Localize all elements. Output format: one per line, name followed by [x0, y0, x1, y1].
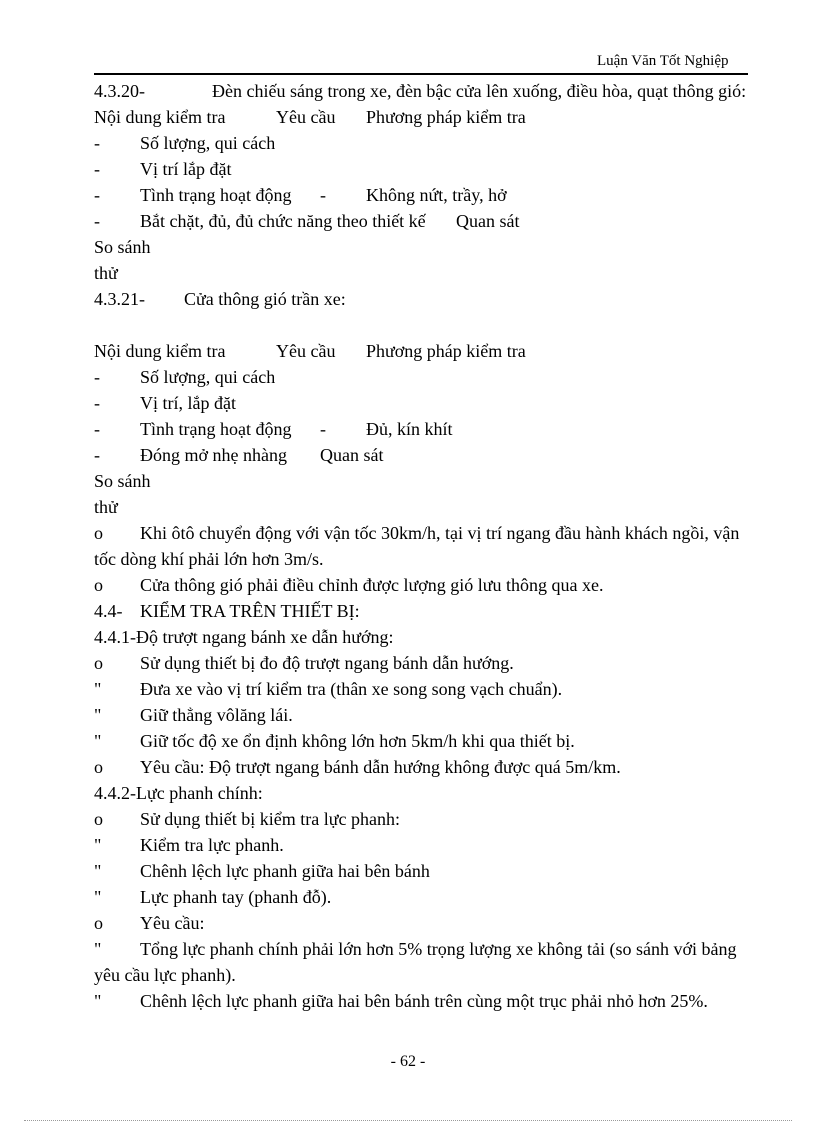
section-title: Đèn chiếu sáng trong xe, đèn bậc cửa lên xuống, điều hòa, quạt thông gió:	[212, 81, 747, 101]
list-item	[94, 208, 764, 234]
list-item	[94, 832, 764, 858]
subsection-heading	[94, 780, 764, 806]
header-rule	[94, 73, 748, 75]
bullet-marker: o	[94, 523, 103, 543]
list-item-text: Lực phanh tay (phanh đỗ).	[140, 887, 332, 907]
requirement-text: Đủ, kín khít	[366, 419, 453, 439]
list-item-text: Yêu cầu: Độ trượt ngang bánh dẫn hướng không được quá 5m/km.	[140, 757, 621, 777]
bullet-marker: "	[94, 731, 102, 751]
method-text: Quan sát	[456, 211, 520, 231]
list-item	[94, 390, 764, 416]
list-item	[94, 728, 764, 754]
document-body	[94, 78, 764, 1014]
list-item-text: Bắt chặt, đủ, đủ chức năng theo thiết kế	[140, 211, 426, 231]
list-item	[94, 182, 764, 208]
list-item	[94, 702, 764, 728]
page-number: - 62 -	[390, 1053, 426, 1070]
method-text: thử	[94, 497, 118, 517]
bullet-marker: "	[94, 705, 102, 725]
list-item-text: Tình trạng hoạt động	[140, 185, 292, 205]
bullet-marker: -	[94, 419, 100, 439]
section-title: KIỂM TRA TRÊN THIẾT BỊ:	[140, 601, 360, 621]
bullet-marker: "	[94, 939, 102, 959]
bullet-marker: -	[94, 445, 100, 465]
bullet-marker: o	[94, 913, 103, 933]
bullet-marker: -	[94, 211, 100, 231]
list-item-text: Vị trí, lắp đặt	[140, 393, 236, 413]
column-header-requirement: Yêu cầu	[276, 341, 336, 361]
section-number: 4.4-	[94, 601, 123, 621]
bullet-marker: -	[94, 133, 100, 153]
list-item	[94, 130, 764, 156]
column-header-content: Nội dung kiểm tra	[94, 107, 226, 127]
list-item	[94, 988, 764, 1014]
bullet-marker: -	[320, 419, 326, 439]
list-item-text: Kiểm tra lực phanh.	[140, 835, 284, 855]
list-item	[94, 676, 764, 702]
list-item	[94, 936, 764, 988]
list-item-text: Tổng lực phanh chính phải lớn hơn 5% trọng lượng xe không tải (so sánh với bảng yêu cầu lực phanh).	[94, 939, 737, 985]
list-item	[94, 442, 764, 468]
column-header-method: Phương pháp kiểm tra	[366, 107, 526, 127]
list-item-text: Chênh lệch lực phanh giữa hai bên bánh	[140, 861, 430, 881]
bullet-marker: "	[94, 835, 102, 855]
bullet-marker: o	[94, 809, 103, 829]
column-header-method: Phương pháp kiểm tra	[366, 341, 526, 361]
bullet-marker: -	[94, 367, 100, 387]
method-text: So sánh	[94, 471, 151, 491]
list-item-text: Giữ tốc độ xe ổn định không lớn hơn 5km/h khi qua thiết bị.	[140, 731, 575, 751]
text-line	[94, 494, 764, 520]
section-number: 4.3.20-	[94, 81, 145, 101]
subsection-title: 4.4.1-Độ trượt ngang bánh xe dẫn hướng:	[94, 627, 394, 647]
subsection-heading	[94, 624, 764, 650]
list-item-text: Tình trạng hoạt động	[140, 419, 292, 439]
text-line	[94, 234, 764, 260]
method-text: So sánh	[94, 237, 151, 257]
method-text: thử	[94, 263, 118, 283]
list-item	[94, 156, 764, 182]
section-number: 4.3.21-	[94, 289, 145, 309]
list-item-text: Số lượng, qui cách	[140, 367, 276, 387]
blank-line	[94, 312, 764, 338]
bullet-marker: o	[94, 757, 103, 777]
bullet-marker: -	[320, 185, 326, 205]
bullet-marker: -	[94, 393, 100, 413]
list-item	[94, 884, 764, 910]
list-item-text: Sử dụng thiết bị đo độ trượt ngang bánh dẫn hướng.	[140, 653, 514, 673]
section-heading-4-4	[94, 598, 764, 624]
column-header-content: Nội dung kiểm tra	[94, 341, 226, 361]
list-item	[94, 572, 764, 598]
bullet-marker: "	[94, 887, 102, 907]
list-item	[94, 650, 764, 676]
list-item-text: Khi ôtô chuyển động với vận tốc 30km/h, tại vị trí ngang đầu hành khách ngồi, vận tốc dòng khí phải lớn hơn 3m/s.	[94, 523, 740, 569]
bullet-marker: o	[94, 575, 103, 595]
bullet-marker: o	[94, 653, 103, 673]
subsection-title: 4.4.2-Lực phanh chính:	[94, 783, 263, 803]
section-title: Cửa thông gió trần xe:	[184, 289, 346, 309]
section-heading-4-3-21	[94, 286, 764, 312]
page-bottom-rule	[24, 1120, 792, 1121]
list-item	[94, 806, 764, 832]
text-line	[94, 260, 764, 286]
method-text: Quan sát	[320, 445, 384, 465]
bullet-marker: "	[94, 861, 102, 881]
list-item	[94, 754, 764, 780]
list-item-text: Số lượng, qui cách	[140, 133, 276, 153]
section-heading-4-3-20	[94, 78, 764, 104]
bullet-marker: "	[94, 991, 102, 1011]
list-item-text: Đưa xe vào vị trí kiểm tra (thân xe song song vạch chuẩn).	[140, 679, 563, 699]
list-item	[94, 364, 764, 390]
list-item	[94, 858, 764, 884]
requirement-text: Không nứt, trầy, hở	[366, 185, 507, 205]
list-item-text: Chênh lệch lực phanh giữa hai bên bánh trên cùng một trục phải nhỏ hơn 25%.	[140, 991, 708, 1011]
list-item-text: Yêu cầu:	[140, 913, 205, 933]
list-item-text: Đóng mở nhẹ nhàng	[140, 445, 287, 465]
list-item-text: Cửa thông gió phải điều chỉnh được lượng gió lưu thông qua xe.	[140, 575, 604, 595]
bullet-marker: "	[94, 679, 102, 699]
table-header-row	[94, 104, 764, 130]
list-item	[94, 520, 764, 572]
running-header: Luận Văn Tốt Nghiệp	[597, 53, 729, 69]
column-header-requirement: Yêu cầu	[276, 107, 336, 127]
list-item	[94, 910, 764, 936]
bullet-marker: -	[94, 185, 100, 205]
list-item-text: Vị trí lắp đặt	[140, 159, 232, 179]
bullet-marker: -	[94, 159, 100, 179]
list-item-text: Giữ thẳng vôlăng lái.	[140, 705, 293, 725]
text-line	[94, 468, 764, 494]
table-header-row	[94, 338, 764, 364]
list-item	[94, 416, 764, 442]
list-item-text: Sử dụng thiết bị kiểm tra lực phanh:	[140, 809, 400, 829]
